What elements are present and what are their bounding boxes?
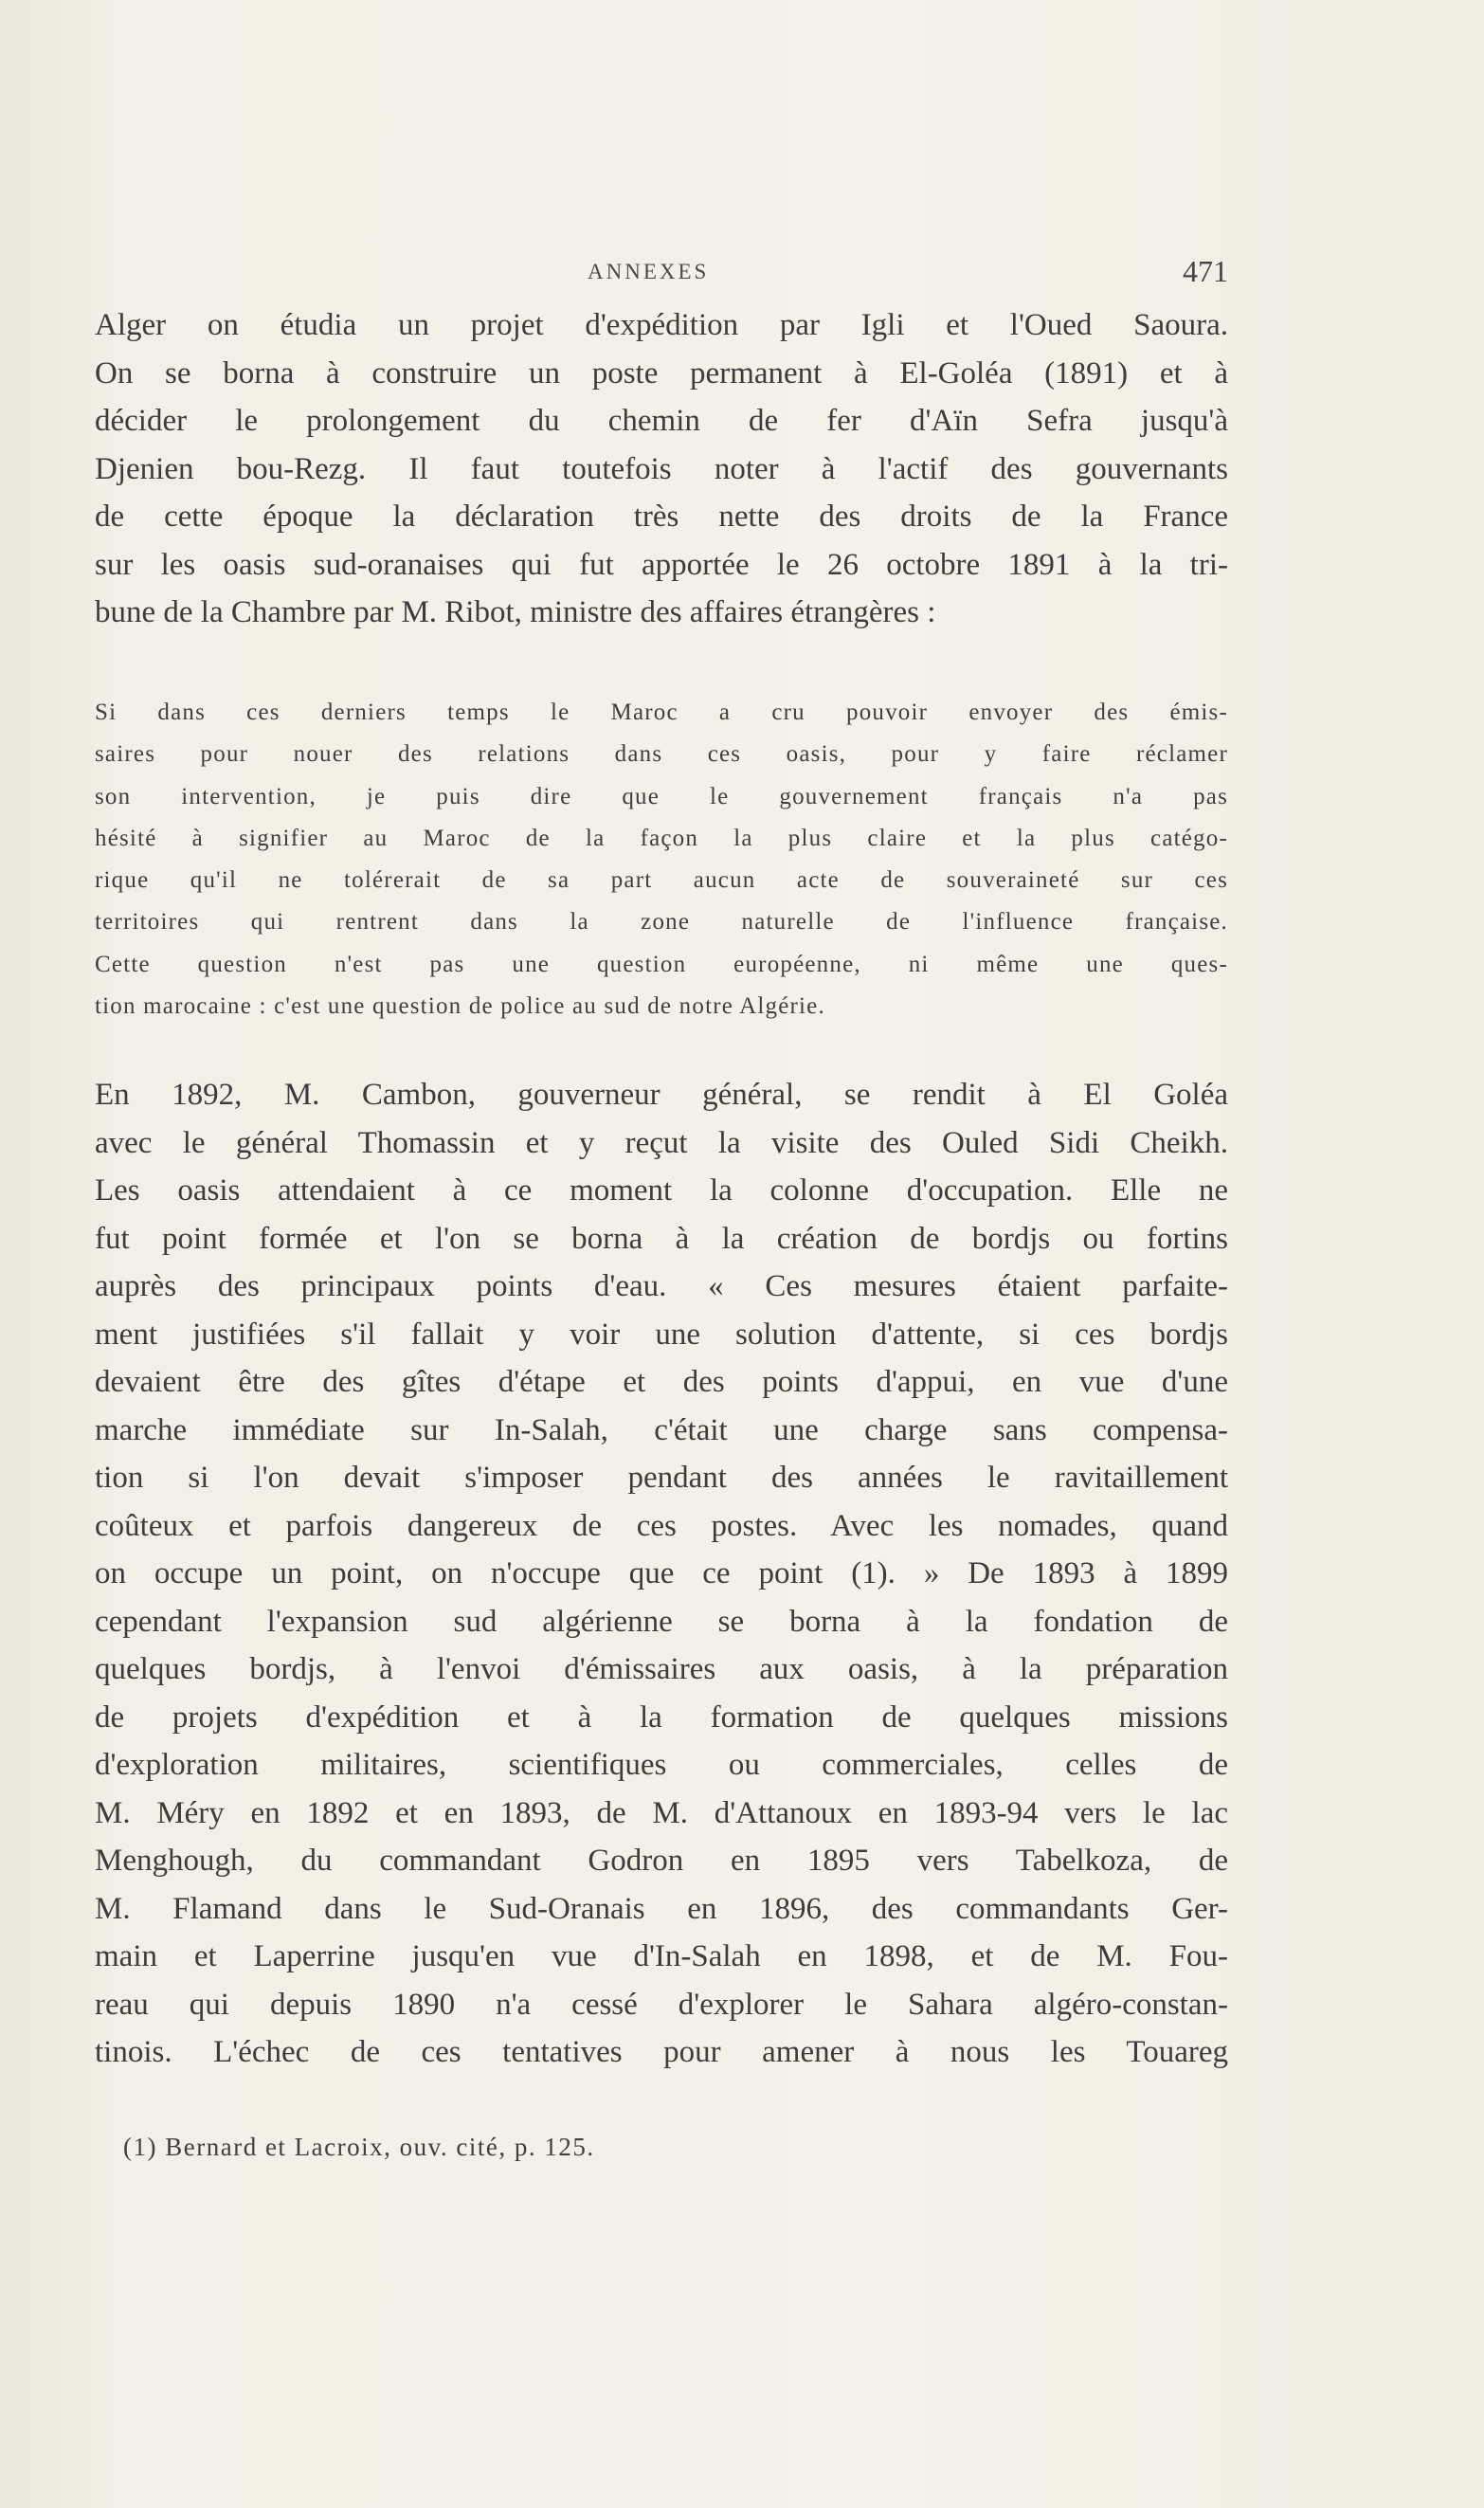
text-line: Alger on étudia un projet d'expédition par Igli et l'Oued Saoura.	[95, 308, 1228, 342]
quote-line: rique qu'il ne tolérerait de sa part aucun acte de souveraineté sur ces	[95, 867, 1228, 894]
text-line: Menghough, du commandant Godron en 1895 vers Tabelkoza, de	[95, 1844, 1228, 1878]
quote-line: saires pour nouer des relations dans ces oasis, pour y faire réclamer	[95, 741, 1228, 768]
page-number: 471	[1183, 254, 1228, 288]
text-line: On se borna à construire un poste permanent à El-Goléa (1891) et à	[95, 355, 1228, 391]
text-line: auprès des principaux points d'eau. « Ces mesures étaient parfaite-	[95, 1269, 1228, 1303]
text-line: fut point formée et l'on se borna à la création de bordjs ou fortins	[95, 1221, 1228, 1256]
text-line: devaient être des gîtes d'étape et des points d'appui, en vue d'une	[95, 1365, 1228, 1399]
quote-line: tion marocaine : c'est une question de police au sud de notre Algérie.	[95, 993, 825, 1020]
text-line: En 1892, M. Cambon, gouverneur général, se rendit à El Goléa	[95, 1078, 1228, 1112]
text-line: quelques bordjs, à l'envoi d'émissaires aux oasis, à la préparation	[95, 1652, 1228, 1686]
text-line: tinois. L'échec de ces tentatives pour amener à nous les Touareg	[95, 2035, 1228, 2069]
text-line: M. Méry en 1892 et en 1893, de M. d'Attanoux en 1893-94 vers le lac	[95, 1795, 1228, 1830]
text-line: ment justifiées s'il fallait y voir une solution d'attente, si ces bordjs	[95, 1317, 1228, 1352]
quote-line: Cette question n'est pas une question européenne, ni même une ques-	[95, 951, 1228, 977]
quote-line: hésité à signifier au Maroc de la façon la plus claire et la plus catégo-	[95, 825, 1228, 851]
paragraph-2	[95, 1071, 1228, 2077]
page-header	[95, 254, 1228, 292]
text-line: décider le prolongement du chemin de fer d'Aïn Sefra jusqu'à	[95, 404, 1228, 438]
text-line: on occupe un point, on n'occupe que ce point (1). » De 1893 à 1899	[95, 1556, 1228, 1590]
text-line: de projets d'expédition et à la formation de quelques missions	[95, 1699, 1228, 1735]
text-line: M. Flamand dans le Sud-Oranais en 1896, des commandants Ger-	[95, 1891, 1228, 1926]
text-line: main et Laperrine jusqu'en vue d'In-Salah en 1898, et de M. Fou-	[95, 1939, 1228, 1973]
text-line: Les oasis attendaient à ce moment la colonne d'occupation. Elle ne	[95, 1173, 1228, 1208]
text-line: coûteux et parfois dangereux de ces postes. Avec les nomades, quand	[95, 1508, 1228, 1543]
text-line: bune de la Chambre par M. Ribot, ministre des affaires étrangères :	[95, 595, 936, 629]
quote-line: territoires qui rentrent dans la zone naturelle de l'influence française.	[95, 909, 1228, 936]
text-line: avec le général Thomassin et y reçut la visite des Ouled Sidi Cheikh.	[95, 1125, 1228, 1160]
running-head: ANNEXES	[588, 260, 710, 283]
quote-line: Si dans ces derniers temps le Maroc a cru pouvoir envoyer des émis-	[95, 700, 1228, 725]
text-line: tion si l'on devait s'imposer pendant des années le ravitaillement	[95, 1461, 1228, 1495]
text-line: marche immédiate sur In-Salah, c'était une charge sans compensa-	[95, 1412, 1228, 1447]
text-line: de cette époque la déclaration très nette des droits de la France	[95, 500, 1228, 534]
quote-line: son intervention, je puis dire que le gouvernement français n'a pas	[95, 783, 1228, 809]
text-line: reau qui depuis 1890 n'a cessé d'explorer le Sahara algéro-constan-	[95, 1987, 1228, 2022]
footnote: (1) Bernard et Lacroix, ouv. cité, p. 125.	[123, 2133, 595, 2161]
quote-block	[95, 692, 1228, 1027]
text-line: d'exploration militaires, scientifiques ou commerciales, celles de	[95, 1748, 1228, 1782]
text-line: sur les oasis sud-oranaises qui fut apportée le 26 octobre 1891 à la tri-	[95, 547, 1228, 582]
paragraph-1	[95, 301, 1228, 637]
text-line: Djenien bou-Rezg. Il faut toutefois noter à l'actif des gouvernants	[95, 451, 1228, 486]
text-line: cependant l'expansion sud algérienne se borna à la fondation de	[95, 1604, 1228, 1639]
